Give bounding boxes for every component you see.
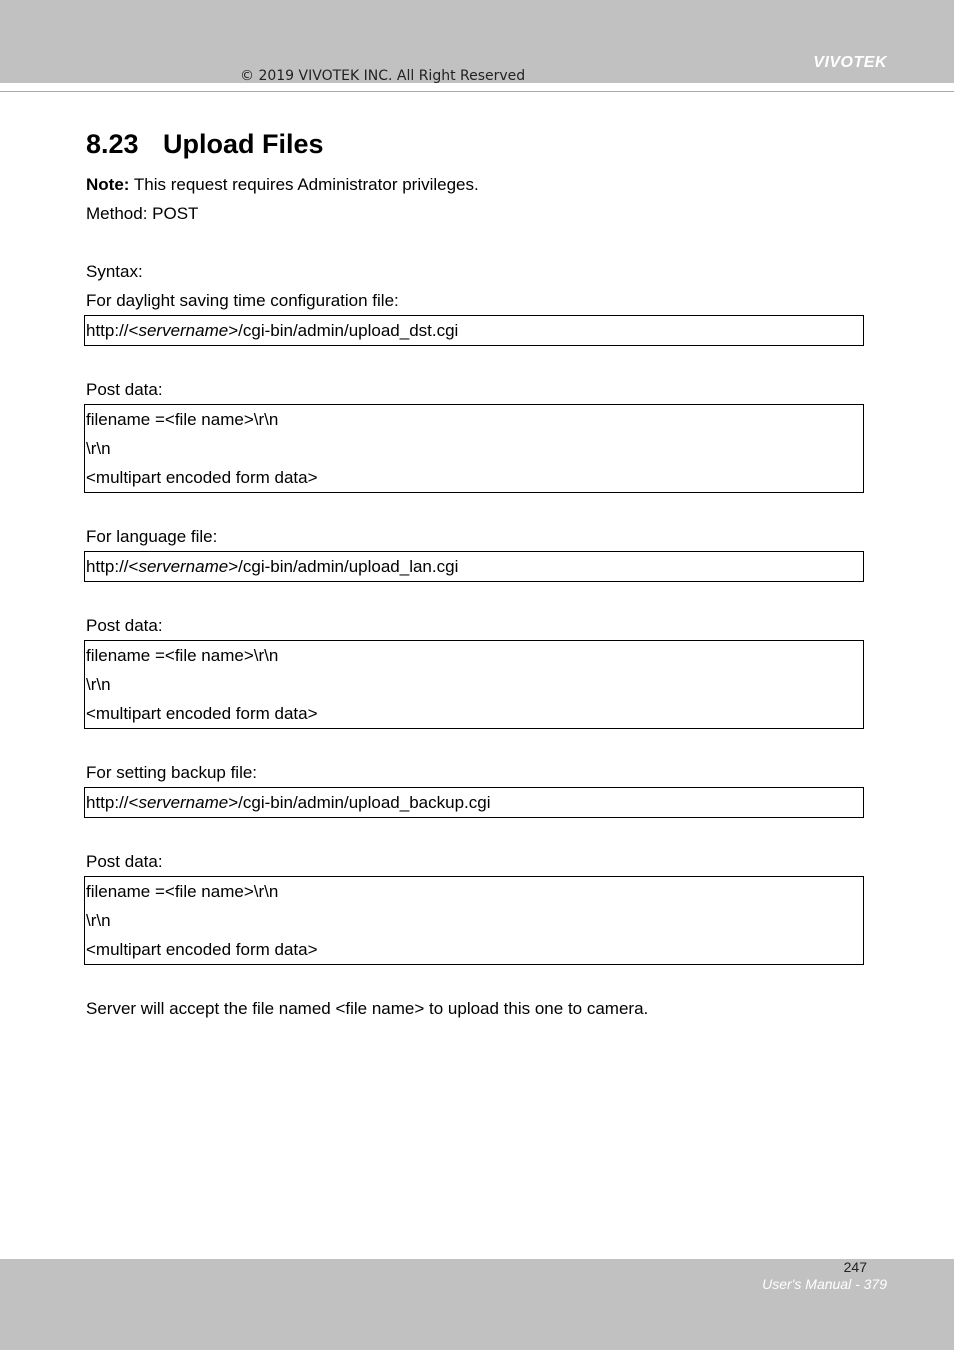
url-box — [84, 551, 864, 582]
method: Method: POST — [86, 204, 199, 223]
post-data-label: Post data: — [86, 380, 163, 399]
manual-page-label: User's Manual - 379 — [762, 1276, 887, 1292]
post-line: filename =<file name>\r\n — [86, 410, 279, 429]
note-label: Note: — [86, 175, 130, 194]
section-heading — [86, 124, 866, 164]
post-line: \r\n — [86, 675, 111, 694]
syntax-label: Syntax: — [86, 262, 143, 281]
header-divider — [0, 91, 954, 92]
copyright: © 2019 VIVOTEK INC. All Right Reserved — [240, 68, 526, 84]
post-line: filename =<file name>\r\n — [86, 646, 279, 665]
post-line: <multipart encoded form data> — [86, 468, 318, 487]
note-text: This request requires Administrator privileges. — [129, 175, 479, 194]
url-box — [84, 315, 864, 346]
post-data-label: Post data: — [86, 852, 163, 871]
block-label: For language file: — [86, 527, 218, 546]
post-line: filename =<file name>\r\n — [86, 882, 279, 901]
page-content — [86, 124, 866, 1023]
post-line: <multipart encoded form data> — [86, 940, 318, 959]
section-title: Upload Files — [163, 129, 324, 159]
post-data-box — [84, 404, 864, 493]
url-text: http://<servername>/cgi-bin/admin/upload_lan.cgi — [86, 557, 459, 576]
post-data-box — [84, 876, 864, 965]
url-text: http://<servername>/cgi-bin/admin/upload_backup.cgi — [86, 793, 491, 812]
note — [86, 170, 866, 199]
post-data-label: Post data: — [86, 616, 163, 635]
post-line: \r\n — [86, 439, 111, 458]
closing-text: Server will accept the file named <file name> to upload this one to camera. — [86, 999, 649, 1018]
url-box — [84, 787, 864, 818]
post-line: \r\n — [86, 911, 111, 930]
block-label: For setting backup file: — [86, 763, 258, 782]
url-text: http://<servername>/cgi-bin/admin/upload_dst.cgi — [86, 321, 459, 340]
block-label: For daylight saving time configuration file: — [86, 291, 399, 310]
section-number: 8.23 — [86, 129, 139, 159]
post-data-box — [84, 640, 864, 729]
post-line: <multipart encoded form data> — [86, 704, 318, 723]
page-number: 247 — [843, 1259, 867, 1275]
footer-band — [0, 1259, 954, 1350]
brand-logo: VIVOTEK — [813, 54, 887, 71]
